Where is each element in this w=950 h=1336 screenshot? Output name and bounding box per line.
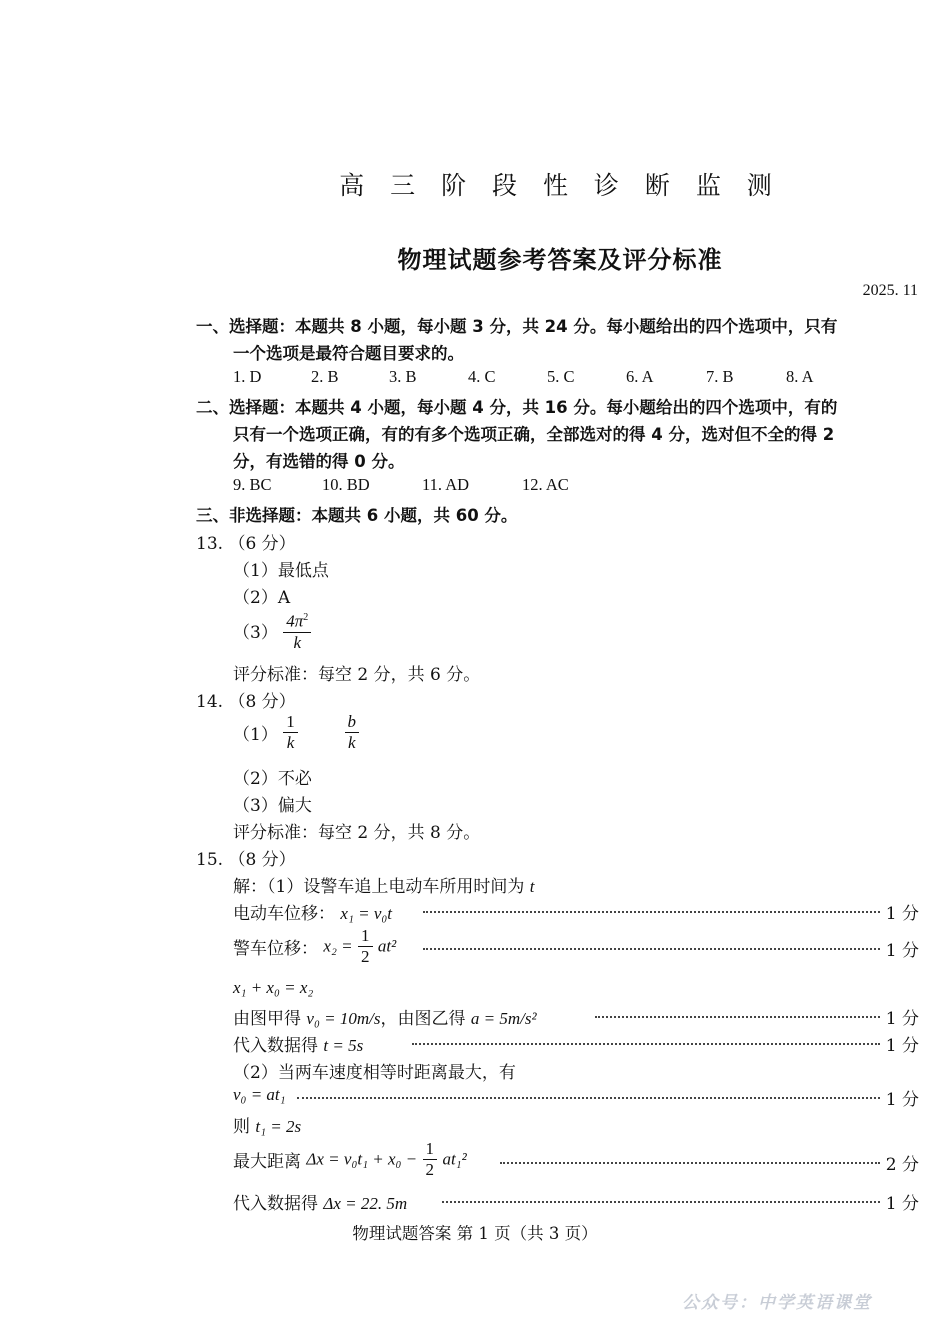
q15-line9-text: 最大距离 xyxy=(233,1152,301,1172)
section2-heading-cont2: 分，有选错的得 0 分。 xyxy=(233,452,405,471)
q15-line5-points: 1 分 xyxy=(885,1036,919,1056)
q15-line1-label: 电动车位移： xyxy=(233,904,335,924)
answer-1: 1. D xyxy=(233,367,262,386)
section2-answers xyxy=(233,475,569,495)
q15-line10-eq: Δx = 22. 5m xyxy=(323,1194,408,1213)
q15-line2-numerator: 1 xyxy=(358,926,373,947)
q13-frac-numerator: 4π xyxy=(286,611,304,631)
q15-line8-text: 则 xyxy=(233,1117,250,1137)
q13-answer-3-label: （3） xyxy=(233,622,278,643)
q14-answer-2: （2）不必 xyxy=(233,769,312,789)
q15-line4-eq1: v₀ = 10m/s xyxy=(306,1009,381,1028)
q14-frac2-denominator: k xyxy=(348,733,356,752)
q15-line-8 xyxy=(233,1112,301,1137)
section3-heading: 三、非选择题：本题共 6 小题，共 60 分。 xyxy=(196,506,518,525)
q15-line5-text: 代入数据得 xyxy=(233,1036,318,1056)
answer-3: 3. B xyxy=(389,367,417,386)
q15-line9-fraction xyxy=(423,1139,438,1180)
answer-12: 12. AC xyxy=(522,475,569,494)
q15-line-10 xyxy=(233,1189,407,1214)
leader-dots xyxy=(423,911,880,913)
q15-line2-fraction xyxy=(358,926,373,967)
leader-dots xyxy=(297,1097,880,1099)
q15-line1-eq: x₁ = v₀t xyxy=(340,904,393,923)
leader-dots xyxy=(423,948,880,950)
q14-fraction-1 xyxy=(283,712,298,753)
answer-2: 2. B xyxy=(311,367,339,386)
q14-heading: 14. （8 分） xyxy=(196,692,296,712)
q15-line9-eq-a: Δx = v₀t₁ + x₀ − xyxy=(306,1149,418,1169)
q15-intro-text: 解：（1）设警车追上电动车所用时间为 xyxy=(233,877,525,897)
q15-line-6: （2）当两车速度相等时距离最大，有 xyxy=(233,1063,516,1083)
q15-intro xyxy=(233,872,534,897)
q15-line2-lhs: x₂ = xyxy=(323,936,353,956)
q15-line4-text1: 由图甲得 xyxy=(233,1009,301,1029)
q15-line2-points: 1 分 xyxy=(885,941,919,961)
q15-line9-numerator: 1 xyxy=(423,1139,438,1160)
q15-line-1 xyxy=(233,899,392,924)
q15-line10-points: 1 分 xyxy=(885,1194,919,1214)
q15-heading: 15. （8 分） xyxy=(196,850,296,870)
q15-line-4 xyxy=(233,1004,537,1029)
q14-answer-1 xyxy=(233,712,359,753)
q15-line9-denominator: 2 xyxy=(425,1160,435,1179)
q15-line-9 xyxy=(233,1139,467,1180)
q15-line7-points: 1 分 xyxy=(885,1090,919,1110)
q15-line8-eq: t₁ = 2s xyxy=(255,1117,302,1136)
q15-line4-points: 1 分 xyxy=(885,1009,919,1029)
page-subtitle: 物理试题参考答案及评分标准 xyxy=(397,246,723,274)
q15-line5-eq: t = 5s xyxy=(323,1036,364,1055)
q15-line-2 xyxy=(233,926,396,967)
q15-line2-label: 警车位移： xyxy=(233,939,318,959)
q13-answer-1: （1）最低点 xyxy=(233,561,329,581)
q15-intro-var: t xyxy=(529,877,535,896)
q15-line-5 xyxy=(233,1031,363,1056)
q14-answer-1-label: （1） xyxy=(233,725,278,745)
section1-answers xyxy=(233,367,814,387)
q15-line4-eq2: a = 5m/s² xyxy=(470,1009,537,1028)
q14-frac1-numerator: 1 xyxy=(283,712,298,733)
q14-frac1-denominator: k xyxy=(286,733,295,752)
page-title: 高 三 阶 段 性 诊 断 监 测 xyxy=(339,171,781,200)
answer-9: 9. BC xyxy=(233,475,272,494)
q15-line2-denominator: 2 xyxy=(361,947,370,966)
q13-frac-denominator: k xyxy=(293,632,302,652)
q15-line9-eq-b: at₁² xyxy=(442,1149,467,1169)
q14-frac2-numerator: b xyxy=(345,712,360,733)
q15-line-3: x₁ + x₀ = x₂ xyxy=(233,978,314,997)
q13-frac-exponent: 2 xyxy=(303,612,309,623)
q13-heading: 13. （6 分） xyxy=(196,534,296,554)
q15-line4-text2: ，由图乙得 xyxy=(380,1009,466,1029)
section2-heading-cont1: 只有一个选项正确，有的有多个选项正确，全部选对的得 4 分，选对但不全的得 2 xyxy=(233,425,835,444)
answer-10: 10. BD xyxy=(322,475,370,494)
watermark: 公众号：中学英语课堂 xyxy=(682,1293,872,1313)
q13-answer-2: （2）A xyxy=(233,588,291,608)
leader-dots xyxy=(595,1016,880,1018)
section2-heading: 二、选择题：本题共 4 小题，每小题 4 分，共 16 分。每小题给出的四个选项中，有的 xyxy=(196,398,838,417)
exam-date: 2025. 11 xyxy=(862,282,918,299)
q13-answer-3 xyxy=(233,608,311,653)
q15-line2-rhs: at² xyxy=(377,936,397,956)
q13-grading: 评分标准：每空 2 分，共 6 分。 xyxy=(233,665,481,685)
section1-heading-cont: 一个选项是最符合题目要求的。 xyxy=(233,344,464,363)
q15-line10-text: 代入数据得 xyxy=(233,1194,318,1214)
q15-line-7: v₀ = at₁ xyxy=(233,1085,286,1104)
q14-answer-3: （3）偏大 xyxy=(233,796,312,816)
q15-line1-points: 1 分 xyxy=(885,904,919,924)
section1-heading: 一、选择题：本题共 8 小题，每小题 3 分，共 24 分。每小题给出的四个选项中，只有 xyxy=(196,317,838,336)
answer-11: 11. AD xyxy=(422,475,470,494)
answer-7: 7. B xyxy=(706,367,734,386)
answer-6: 6. A xyxy=(626,367,654,386)
q14-fraction-2 xyxy=(345,712,360,753)
leader-dots xyxy=(500,1162,880,1164)
answer-4: 4. C xyxy=(468,367,496,386)
page-footer: 物理试题答案 第 1 页（共 3 页） xyxy=(352,1224,598,1243)
answer-8: 8. A xyxy=(786,367,814,386)
q13-answer-3-fraction xyxy=(283,608,311,653)
q14-grading: 评分标准：每空 2 分，共 8 分。 xyxy=(233,823,481,843)
leader-dots xyxy=(412,1043,880,1045)
leader-dots xyxy=(442,1201,880,1203)
q15-line9-points: 2 分 xyxy=(885,1155,919,1175)
answer-5: 5. C xyxy=(547,367,575,386)
